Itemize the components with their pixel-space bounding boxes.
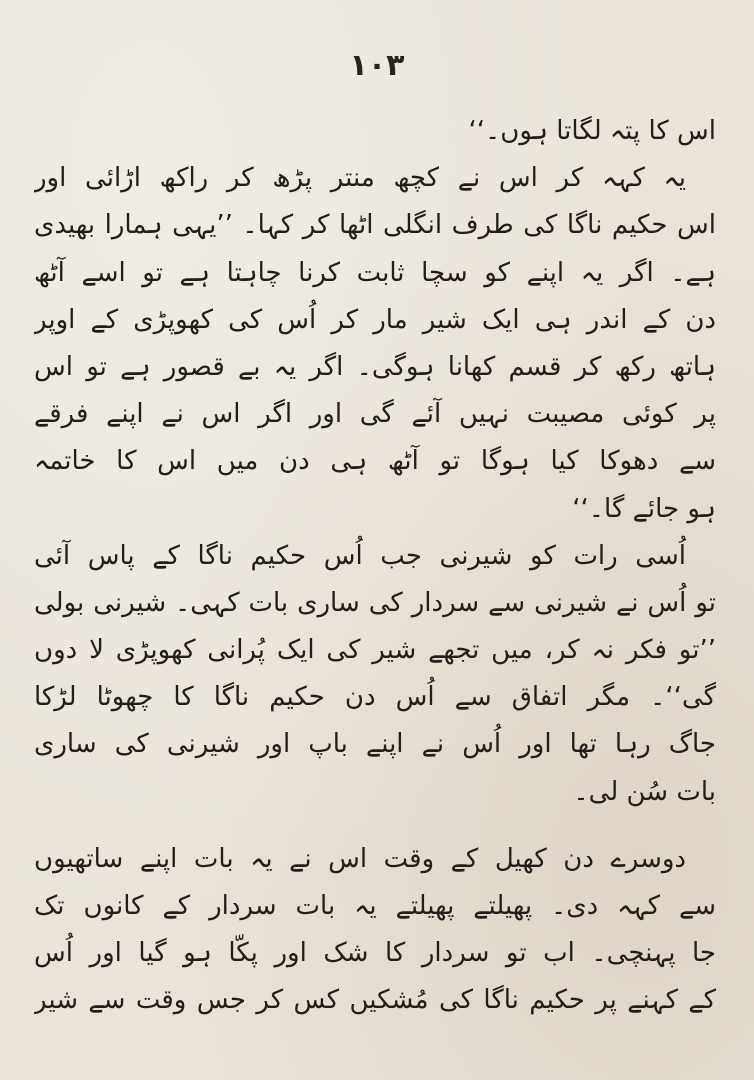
text-line: اس کا پتہ لگاتا ہوں۔‘‘ bbox=[468, 116, 716, 146]
text-line: جاگ رہا تھا اور اُس نے اپنے باپ اور شیرنی کی ساری bbox=[34, 729, 716, 760]
text-line: ہاتھ رکھ کر قسم کھانا ہوگی۔ اگر یہ بے قصور ہے تو اس bbox=[34, 351, 716, 382]
text-line: یہ کہہ کر اس نے کچھ منتر پڑھ کر راکھ اڑائی اور bbox=[34, 163, 686, 194]
text-line: کے کہنے پر حکیم ناگا کی مُشکیں کس کر جس وقت سے شیر bbox=[34, 985, 716, 1016]
text-line: بات سُن لی۔ bbox=[573, 776, 716, 807]
text-line: ’’تو فکر نہ کر، میں تجھے شیر کی ایک پُرانی کھوپڑی لا دوں bbox=[34, 635, 716, 666]
text-line: ہو جائے گا۔‘‘ bbox=[572, 493, 716, 524]
text-line: گی‘‘۔ مگر اتفاق سے اُس دن حکیم ناگا کا چھوٹا لڑکا bbox=[34, 682, 716, 713]
text-line: تو اُس نے شیرنی سے سردار کی ساری بات کہی۔ شیرنی بولی bbox=[34, 587, 716, 618]
page-text bbox=[34, 108, 716, 1025]
page-number: ۱۰۳ bbox=[349, 48, 405, 83]
text-line: اس حکیم ناگا کی طرف انگلی اٹھا کر کہا۔ ’’یہی ہمارا بھیدی bbox=[34, 210, 716, 241]
text-line: دن کے اندر ہی ایک شیر مار کر اُس کی کھوپڑی کے اوپر bbox=[34, 304, 716, 335]
text-line: دوسرے دن کھیل کے وقت اس نے یہ بات اپنے ساتھیوں bbox=[34, 843, 686, 874]
text-line: ہے۔ اگر یہ اپنے کو سچا ثابت کرنا چاہتا ہے تو اسے آٹھ bbox=[34, 257, 716, 288]
text-line: پر کوئی مصیبت نہیں آئے گی اور اگر اس نے اپنے فرقے bbox=[34, 399, 716, 430]
text-line: سے کہہ دی۔ پھیلتے پھیلتے یہ بات سردار کے کانوں تک bbox=[34, 891, 716, 921]
text-line: جا پہنچی۔ اب تو سردار کا شک اور پکّا ہو گیا اور اُس bbox=[34, 938, 716, 969]
text-line: اُسی رات کو شیرنی جب اُس حکیم ناگا کے پاس آئی bbox=[34, 540, 686, 571]
text-line: سے دھوکا کیا ہوگا تو آٹھ ہی دن میں اس کا خاتمہ bbox=[34, 446, 716, 477]
